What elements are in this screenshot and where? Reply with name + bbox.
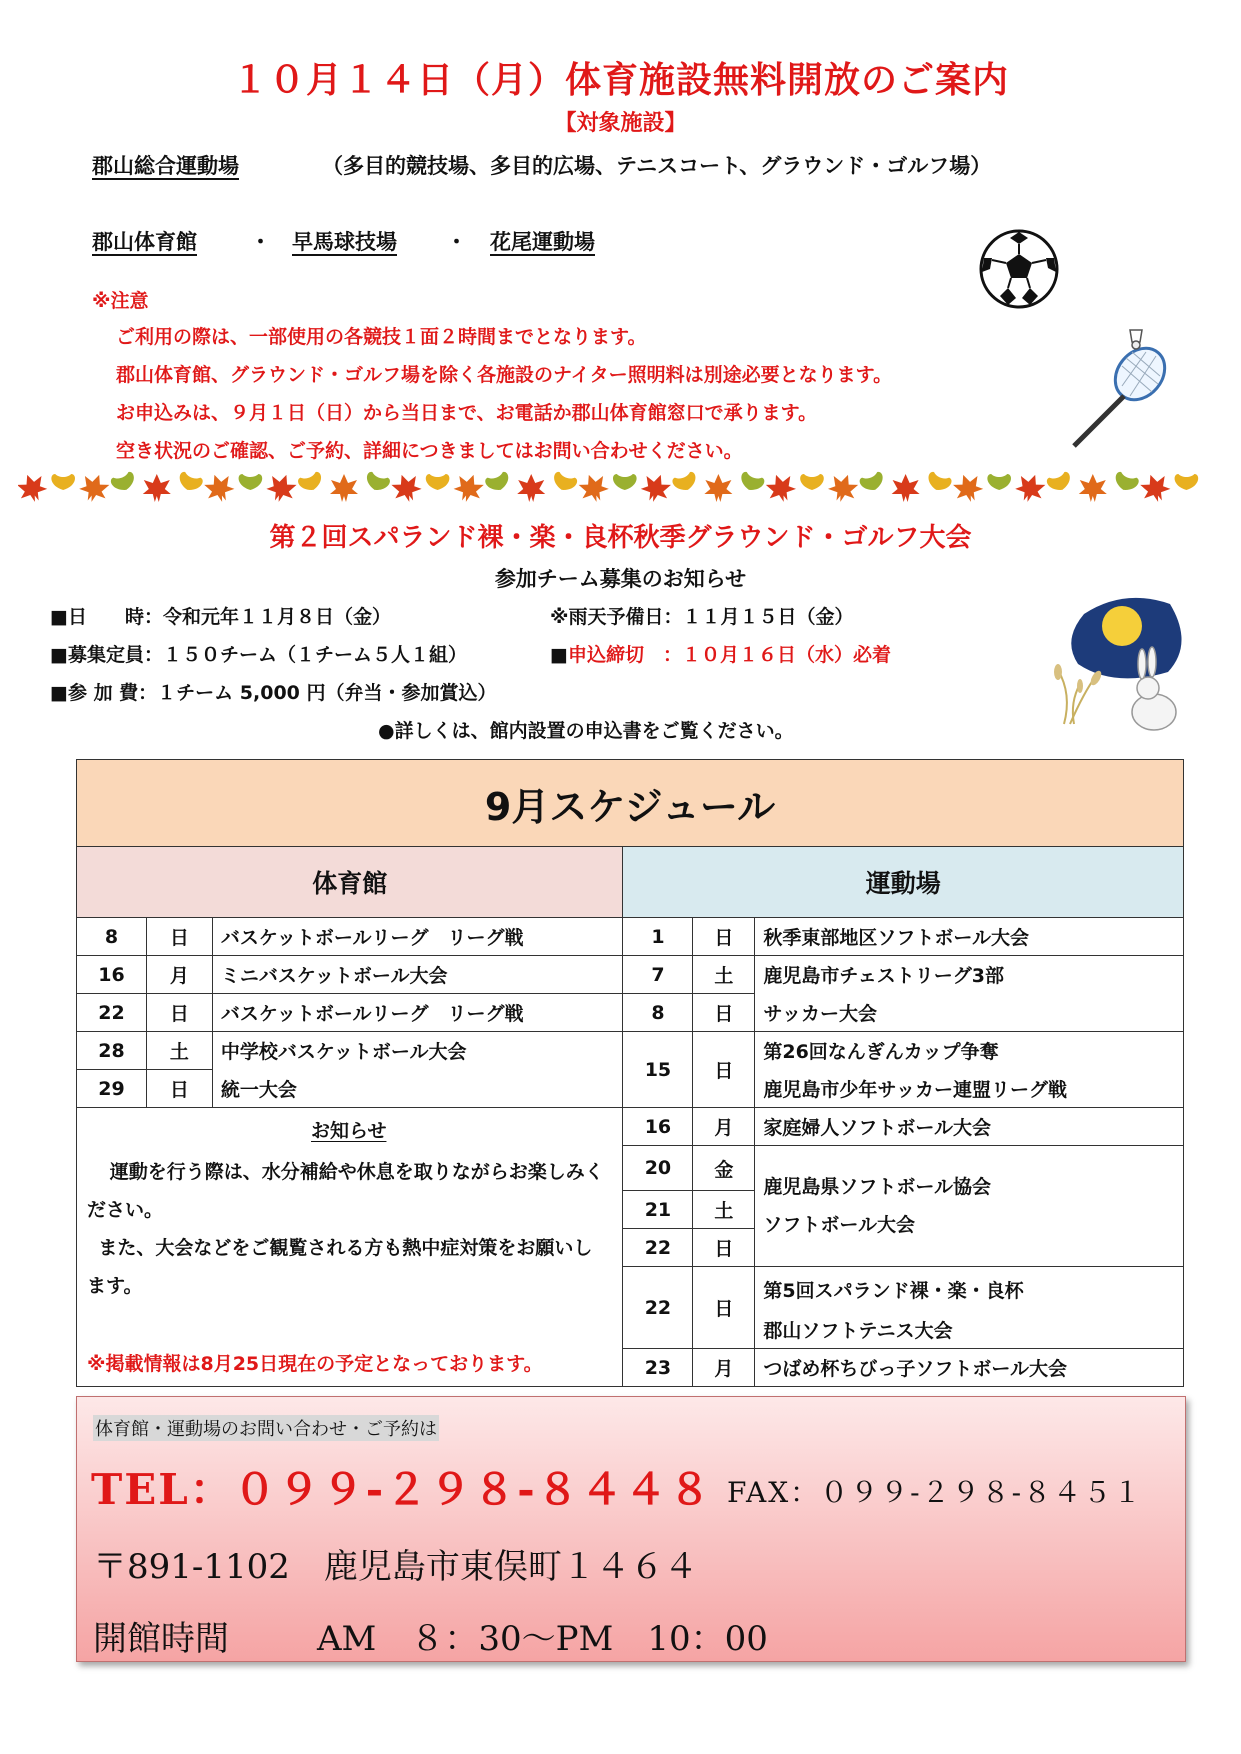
leaf-icon: [859, 471, 889, 502]
facilities-heading: 【対象施設】: [554, 111, 687, 136]
leaf-icon: [201, 470, 237, 506]
leaf-icon: [1175, 474, 1199, 498]
leaf-icon: [143, 474, 171, 502]
leaf-icon: [763, 470, 799, 506]
event-fee: ■参 加 費：１チーム 5,000 円（弁当・参加賞込）: [50, 682, 497, 704]
leaf-icon: [517, 474, 545, 502]
gym-dow: 土: [146, 1032, 212, 1070]
event-date: ■日 時：令和元年１１月８日（金）: [50, 606, 391, 628]
field-header: 運動場: [623, 847, 1184, 918]
field-dow: 金: [693, 1146, 755, 1191]
leaf-icon: [18, 470, 50, 506]
caution-line: 郡山体育館、グラウンド・ゴルフ場を除く各施設のナイター照明料は別途必要となります。: [116, 364, 893, 386]
gym-event: バスケットボールリーグ リーグ戦: [212, 918, 623, 956]
field-event: 第5回スパランド裸・楽・良杯: [755, 1267, 1184, 1312]
facility-main: 郡山総合運動場: [92, 154, 239, 178]
leaf-icon: [451, 470, 487, 506]
soccer-ball-icon: [978, 228, 1060, 310]
leaf-icon: [1012, 470, 1048, 506]
event-subtitle: 参加チーム募集のお知らせ: [494, 567, 747, 591]
field-event: 第26回なんぎんカップ争奪: [755, 1032, 1184, 1070]
field-dow: 月: [693, 1349, 755, 1387]
info-note: ※掲載情報は8月25日現在の予定となっております。: [87, 1353, 543, 1375]
gym-day: 28: [77, 1032, 147, 1070]
leaf-icon: [704, 474, 732, 502]
schedule-title: 9月スケジュール: [77, 760, 1184, 847]
field-day: 15: [623, 1032, 693, 1108]
info-heading: お知らせ: [311, 1120, 387, 1142]
field-event-line: ソフトボール大会: [763, 1214, 915, 1236]
contact-address: 〒891-1102 鹿児島市東俣町１４６４: [93, 1547, 698, 1587]
leaf-icon: [297, 471, 327, 502]
field-dow: 土: [693, 956, 755, 994]
event-deadline: ■申込締切 ：１０月１６日（水）必着: [550, 644, 891, 666]
contact-tel: TEL：０９９‐２９８‐８４４８: [91, 1465, 713, 1514]
gym-day: 29: [77, 1070, 147, 1108]
field-dow: 日: [693, 918, 755, 956]
facility-gym: 郡山体育館: [92, 230, 197, 254]
leaf-icon: [892, 474, 920, 502]
separator: ・: [250, 230, 271, 254]
leaf-icon: [426, 474, 450, 498]
leaf-icon: [388, 470, 424, 506]
field-event: [755, 1146, 1184, 1267]
gym-event: 中学校バスケットボール大会: [212, 1032, 623, 1070]
field-event: サッカー大会: [755, 994, 1184, 1032]
opening-hours: AM ８：30～PM 10：00: [317, 1619, 768, 1659]
event-capacity: ■募集定員：１５０チーム（１チーム５人１組）: [50, 644, 467, 666]
field-day: 21: [623, 1191, 693, 1229]
gym-day: 8: [77, 918, 147, 956]
leaf-icon: [735, 471, 765, 502]
leaf-icon: [825, 470, 861, 506]
leaf-icon: [76, 470, 112, 506]
contact-heading: 体育館・運動場のお問い合わせ・ご予約は: [93, 1415, 439, 1441]
gym-event: 統一大会: [212, 1070, 623, 1108]
gym-header: 体育館: [77, 847, 623, 918]
separator: ・: [446, 230, 467, 254]
leaf-icon: [987, 474, 1011, 498]
leaf-icon: [1137, 470, 1173, 506]
field-event: 鹿児島市少年サッカー連盟リーグ戦: [755, 1070, 1184, 1108]
leaf-icon: [548, 471, 578, 502]
caution-heading: ※注意: [92, 290, 149, 312]
leaf-icon: [239, 474, 263, 498]
leaf-icon: [330, 474, 358, 502]
autumn-leaves-border: [18, 470, 1208, 506]
gym-dow: 日: [146, 1070, 212, 1108]
caution-line: お申込みは、９月１日（日）から当日まで、お電話か郡山体育館窓口で承ります。: [116, 402, 818, 424]
field-event: 郡山ソフトテニス大会: [755, 1311, 1184, 1349]
gym-dow: 日: [146, 994, 212, 1032]
info-text: 運動を行う際は、水分補給や休息を取りながらお楽しみください。: [87, 1161, 604, 1221]
leaf-icon: [1046, 471, 1076, 502]
notice-title: １０月１４日（月）体育施設無料開放のご案内: [231, 60, 1009, 101]
contact-box: [76, 1396, 1186, 1662]
leaf-icon: [1109, 471, 1139, 502]
field-dow: 日: [693, 1032, 755, 1108]
field-day: 22: [623, 1229, 693, 1267]
leaf-icon: [110, 471, 140, 502]
leaf-icon: [922, 471, 952, 502]
field-dow: 日: [693, 1229, 755, 1267]
field-day: 1: [623, 918, 693, 956]
field-event: つばめ杯ちびっ子ソフトボール大会: [755, 1349, 1184, 1387]
schedule-table: [76, 759, 1184, 1387]
field-day: 22: [623, 1267, 693, 1349]
contact-fax: FAX：０９９‐２９８‐８４５１: [727, 1476, 1144, 1509]
field-dow: 日: [693, 1267, 755, 1349]
gym-dow: 月: [146, 956, 212, 994]
gym-event: バスケットボールリーグ リーグ戦: [212, 994, 623, 1032]
leaf-icon: [638, 470, 674, 506]
event-rain-date: ※雨天予備日：１１月１５日（金）: [550, 606, 854, 628]
leaf-icon: [51, 474, 75, 498]
field-dow: 日: [693, 994, 755, 1032]
event-details: ●詳しくは、館内設置の申込書をご覧ください。: [378, 720, 794, 742]
field-event-line: 鹿児島県ソフトボール協会: [763, 1176, 991, 1198]
leaf-icon: [613, 474, 637, 498]
gym-event: ミニバスケットボール大会: [212, 956, 623, 994]
leaf-icon: [1079, 474, 1107, 502]
caution-line: 空き状況のご確認、ご予約、詳細につきましてはお問い合わせください。: [116, 440, 743, 462]
leaf-icon: [671, 471, 701, 502]
field-day: 23: [623, 1349, 693, 1387]
leaf-icon: [361, 471, 391, 502]
field-event: 秋季東部地区ソフトボール大会: [755, 918, 1184, 956]
field-day: 20: [623, 1146, 693, 1191]
info-box: [77, 1108, 623, 1387]
facility-hayama: 早馬球技場: [292, 230, 397, 254]
leaf-icon: [576, 470, 612, 506]
gym-day: 16: [77, 956, 147, 994]
caution-line: ご利用の際は、一部使用の各競技１面２時間までとなります。: [116, 326, 647, 348]
leaf-icon: [173, 471, 203, 502]
field-dow: 月: [693, 1108, 755, 1146]
facility-hanao: 花尾運動場: [490, 230, 595, 254]
gym-day: 22: [77, 994, 147, 1032]
badminton-racket-icon: [1060, 326, 1180, 456]
leaf-icon: [950, 470, 986, 506]
field-dow: 土: [693, 1191, 755, 1229]
leaf-icon: [484, 471, 514, 502]
field-event: 鹿児島市チェストリーグ3部: [755, 956, 1184, 994]
field-day: 7: [623, 956, 693, 994]
field-day: 16: [623, 1108, 693, 1146]
info-text: また、大会などをご観覧される方も熱中症対策をお願いします。: [87, 1237, 593, 1297]
gym-dow: 日: [146, 918, 212, 956]
field-event: 家庭婦人ソフトボール大会: [755, 1108, 1184, 1146]
facility-main-detail: （多目的競技場、多目的広場、テニスコート、グラウンド・ゴルフ場）: [322, 154, 992, 178]
event-title: 第２回スパランド裸・楽・良杯秋季グラウンド・ゴルフ大会: [269, 523, 972, 553]
hours-label: 開館時間: [93, 1619, 229, 1659]
leaf-icon: [800, 474, 824, 498]
leaf-icon: [264, 470, 300, 506]
field-day: 8: [623, 994, 693, 1032]
moon-rabbit-icon: [1044, 584, 1204, 734]
